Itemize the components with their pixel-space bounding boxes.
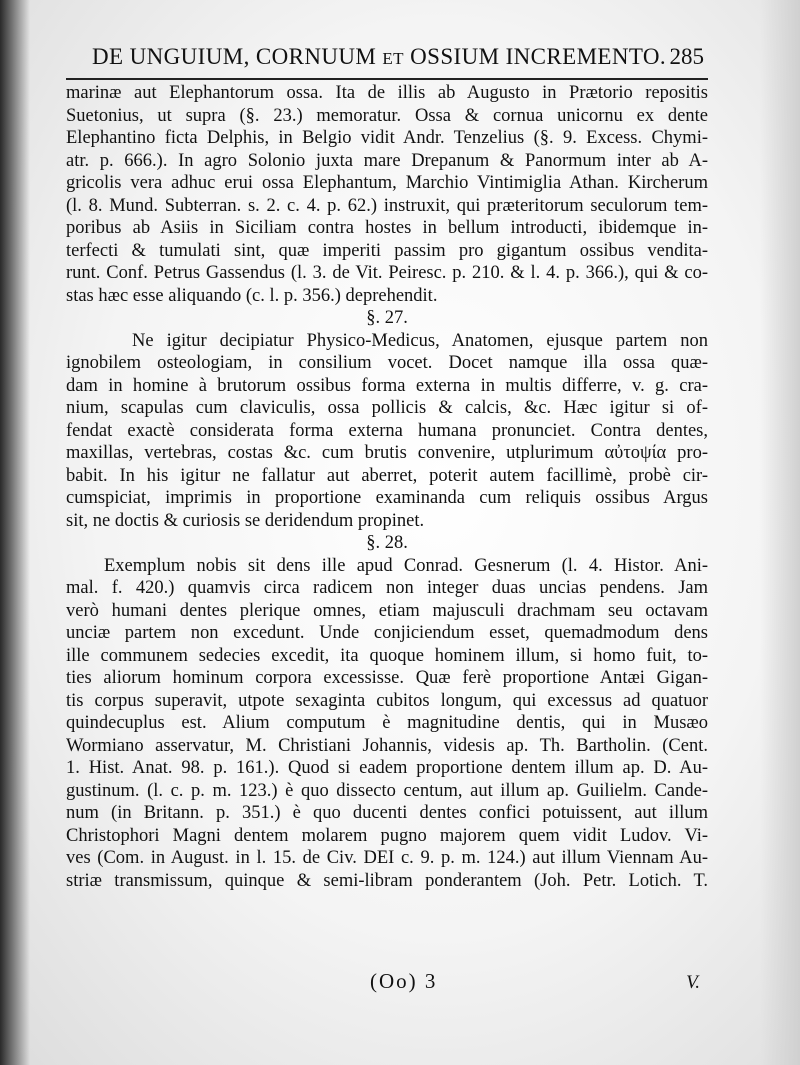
text-line: ignobilem osteologiam, in consilium vocet. Docet namque illa ossa quæ- (66, 353, 708, 373)
section-heading-28: §. 28. (366, 533, 408, 553)
text-line: (l. 8. Mund. Subterran. s. 2. c. 4. p. 62.) instruxit, qui præteritorum seculorum tem- (66, 195, 708, 216)
text-line: tis corpus superavit, utpote sexaginta cubitos longum, qui excessus ad quatuor (66, 690, 708, 711)
paragraph-section-28 (66, 555, 708, 893)
text-line: nium, scapulas cum claviculis, ossa pollicis & calcis, &c. Hæc igitur si of- (66, 398, 708, 418)
paragraph-continued (66, 82, 708, 307)
text-line: Elephantino ficta Delphis, in Belgio vidit Andr. Tenzelius (§. 9. Excess. Chymi- (66, 128, 708, 148)
text-line: ties aliorum hominum corpora excessisse. Quæ ferè proportione Antæi Gigan- (66, 668, 708, 688)
text-line: striæ transmissum, quinque & semi-libram ponderantem (Joh. Petr. Lotich. T. (66, 870, 708, 891)
text-line: Wormiano asservatur, M. Christiani Johannis, videsis ap. Th. Bartholin. (Cent. (66, 735, 708, 756)
text-line: ille communem sedecies excedit, ita quoque hominem illum, si homo fuit, to- (66, 645, 708, 666)
text-line: atr. p. 666.). In agro Solonio juxta mare Drepanum & Panormum inter ab A- (66, 150, 708, 171)
text-line: ves (Com. in August. in l. 15. de Civ. DEI c. 9. p. m. 124.) aut illum Viennam Au- (66, 848, 708, 868)
text-line: poribus ab Asiis in Siciliam contra hostes in bellum introducti, ibidemque in- (66, 218, 708, 238)
text-line: cumspiciat, imprimis in proportione examinanda cum reliquis ossibus Argus (66, 488, 708, 508)
text-line: marinæ aut Elephantorum ossa. Ita de illis ab Augusto in Prætorio repositis (66, 83, 708, 103)
header-rule (66, 78, 708, 80)
text-line: maxillas, vertebras, costas &c. cum brutis convenire, utplurimum αὐτοψία pro- (66, 443, 708, 463)
text-line: gricolis vera adhuc erui ossa Elephantum, Marchio Vintimiglia Athan. Kircherum (66, 173, 708, 193)
text-line: gustinum. (l. c. p. m. 123.) è quo dissecto centum, aut illum ap. Guilielm. Cande- (66, 780, 708, 801)
text-line: fendat exactè considerata forma externa humana pronunciet. Contra dentes, (66, 420, 708, 441)
section-heading-27: §. 27. (366, 308, 408, 328)
signature-mark: (Oo) 3 (370, 969, 438, 993)
text-line: Christophori Magni dentem molarem pugno majorem quem vidit Ludov. Vi- (66, 825, 708, 846)
text-line: sit, ne doctis & curiosis se deridendum propinet. (66, 510, 425, 531)
running-title-part2: OSSIUM INCREMENTO. (403, 44, 667, 69)
text-line: stas hæc esse aliquando (c. l. p. 356.) deprehendit. (66, 285, 438, 306)
text-line: unciæ partem non excedunt. Unde conjiciendum esset, quemadmodum dens (66, 623, 708, 643)
body-text (66, 82, 708, 892)
page-header (92, 44, 704, 76)
edge-shadow (760, 0, 800, 1065)
running-title-et: ET (382, 49, 404, 68)
text-line: Suetonius, ut supra (§. 23.) memoratur. Ossa & cornua unicornu ex dente (66, 105, 708, 126)
running-title-part1: DE UNGUIUM, CORNUUM (92, 44, 383, 69)
text-line: num (in Britann. p. 351.) è quo ducenti dentes confici potuissent, aut illum (66, 803, 708, 823)
text-line: 1. Hist. Anat. 98. p. 161.). Quod si eadem proportione dentem illum ap. D. Au- (66, 758, 708, 778)
text-line: verò humani dentes plerique omnes, etiam majusculi drachmam seu octavam (66, 600, 708, 621)
text-line: terfecti & tumulati sint, quæ imperiti passim pro gigantum ossibus vendita- (66, 240, 708, 261)
text-line: Exemplum nobis sit dens ille apud Conrad. Gesnerum (l. 4. Histor. Ani- (104, 555, 708, 576)
running-title (92, 44, 666, 70)
text-line: quindecuplus est. Alium computum è magnitudine dentis, qui in Musæo (66, 713, 708, 733)
text-line: Ne igitur decipiatur Physico-Medicus, Anatomen, ejusque partem non (132, 330, 708, 351)
text-line: runt. Conf. Petrus Gassendus (l. 3. de Vit. Peiresc. p. 210. & l. 4. p. 366.), qui & co- (66, 263, 708, 283)
text-line: dam in homine à brutorum ossibus forma externa in multis differre, v. g. cra- (66, 375, 708, 396)
gutter-shadow (0, 0, 30, 1065)
text-line: mal. f. 420.) quamvis circa radicem non integer duas uncias pendens. Jam (66, 578, 708, 598)
paragraph-section-27 (66, 330, 708, 533)
page-number: 285 (669, 44, 704, 69)
catchword: V. (686, 972, 700, 993)
text-line: babit. In his igitur ne fallatur aut aberret, poterit autem facillimè, probè cir- (66, 465, 708, 486)
